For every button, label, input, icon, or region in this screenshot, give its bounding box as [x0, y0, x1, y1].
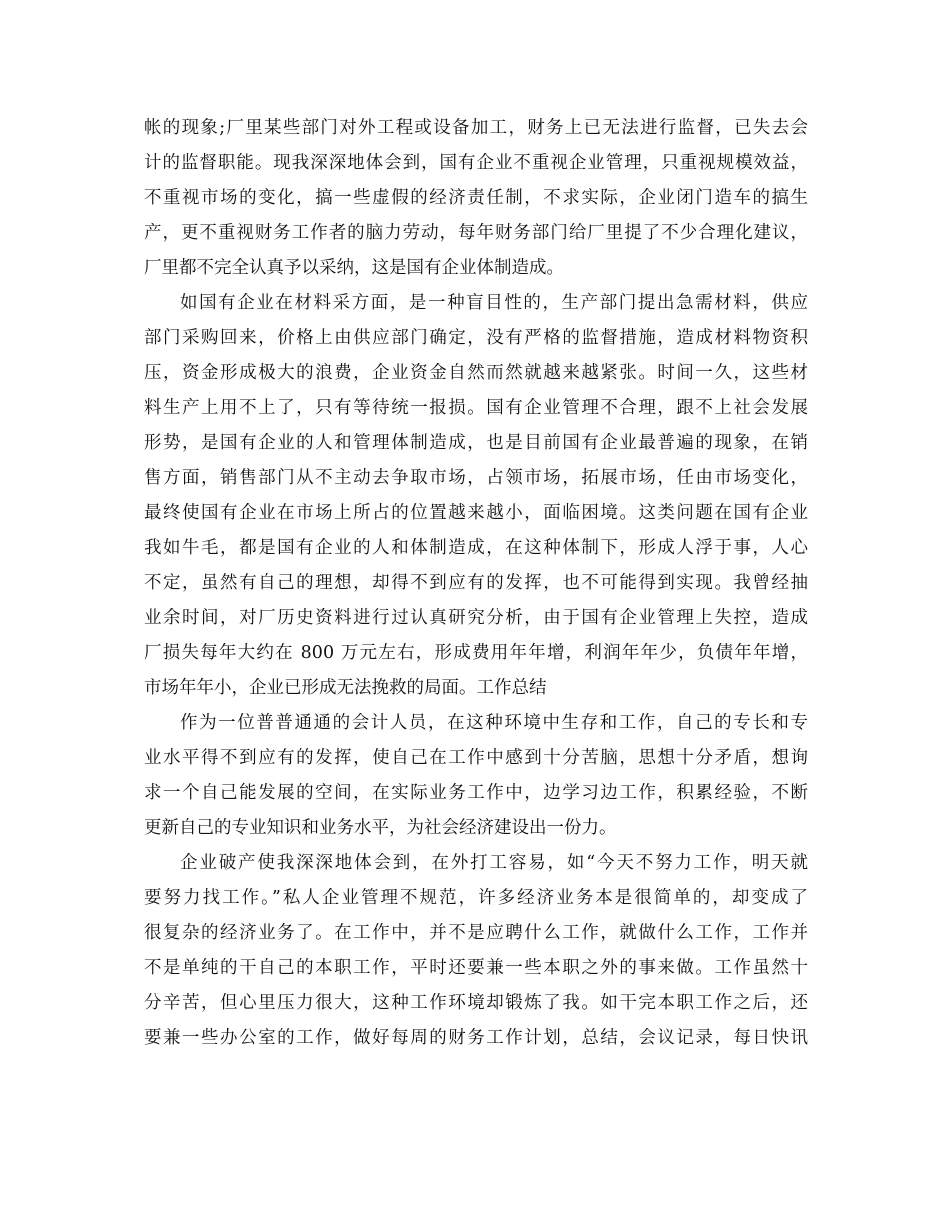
text-line: 市场年年小，企业已形成无法挽救的局面。工作总结: [144, 678, 547, 698]
document-body: [144, 111, 808, 1056]
text-line: 厂里都不完全认真予以采纳，这是国有企业体制造成。: [144, 258, 564, 278]
text-line: 我如牛毛，都是国有企业的人和体制造成，在这种体制下，形成人浮于事，人心: [144, 538, 808, 558]
text-line: 部门采购回来，价格上由供应部门确定，没有严格的监督措施，造成材料物资积: [144, 328, 808, 348]
text-line: 不重视市场的变化，搞一些虚假的经济责任制，不求实际，企业闭门造车的搞生: [144, 188, 808, 208]
text-line: 料生产上用不上了，只有等待统一报损。国有企业管理不合理，跟不上社会发展: [144, 398, 808, 418]
text-line: 求一个自己能发展的空间，在实际业务工作中，边学习边工作，积累经验，不断: [144, 783, 808, 803]
text-line: 业水平得不到应有的发挥，使自己在工作中感到十分苦脑，思想十分矛盾，想询: [144, 748, 808, 768]
text-line: 业余时间，对厂历史资料进行过认真研究分析，由于国有企业管理上失控，造成: [144, 608, 808, 628]
text-line: 不定，虽然有自己的理想，却得不到应有的发挥，也不可能得到实现。我曾经抽: [144, 573, 808, 593]
text-line: 要努力找工作。”私人企业管理不规范，许多经济业务本是很简单的，却变成了: [144, 888, 808, 908]
text-line: 更新自己的专业知识和业务水平，为社会经济建设出一份力。: [144, 818, 617, 838]
text-line: 如国有企业在材料采方面，是一种盲目性的，生产部门提出急需材料，供应: [180, 293, 808, 313]
paragraph-3: [144, 706, 808, 846]
text-line: 不是单纯的干自己的本职工作，平时还要兼一些本职之外的事来做。工作虽然十: [144, 958, 808, 978]
text-line: 压，资金形成极大的浪费，企业资金自然而然就越来越紧张。时间一久，这些材: [144, 363, 808, 383]
text-line: 最终使国有企业在市场上所占的位置越来越小，面临困境。这类问题在国有企业: [144, 503, 808, 523]
text-line: 售方面，销售部门从不主动去争取市场，占领市场，拓展市场，任由市场变化，: [144, 468, 808, 488]
text-line: 计的监督职能。现我深深地体会到，国有企业不重视企业管理，只重视规模效益，: [144, 153, 808, 173]
text-line: 很复杂的经济业务了。在工作中，并不是应聘什么工作，就做什么工作，工作并: [144, 923, 808, 943]
paragraph-1: [144, 111, 808, 286]
text-line: 帐的现象;厂里某些部门对外工程或设备加工，财务上已无法进行监督，已失去会: [144, 118, 808, 138]
text-line: 产，更不重视财务工作者的脑力劳动，每年财务部门给厂里提了不少合理化建议，: [144, 223, 808, 243]
paragraph-4: [144, 846, 808, 1056]
paragraph-2: [144, 286, 808, 706]
text-line: 厂损失每年大约在 800 万元左右，形成费用年年增，利润年年少，负债年年增，: [144, 643, 808, 663]
text-line: 分辛苦，但心里压力很大，这种工作环境却锻炼了我。如干完本职工作之后，还: [144, 993, 808, 1013]
text-line: 要兼一些办公室的工作，做好每周的财务工作计划，总结，会议记录，每日快讯: [144, 1028, 808, 1048]
text-line: 企业破产使我深深地体会到，在外打工容易，如“今天不努力工作，明天就: [180, 853, 808, 873]
text-line: 作为一位普普通通的会计人员，在这种环境中生存和工作，自己的专长和专: [180, 713, 808, 733]
text-line: 形势，是国有企业的人和管理体制造成，也是目前国有企业最普遍的现象，在销: [144, 433, 808, 453]
